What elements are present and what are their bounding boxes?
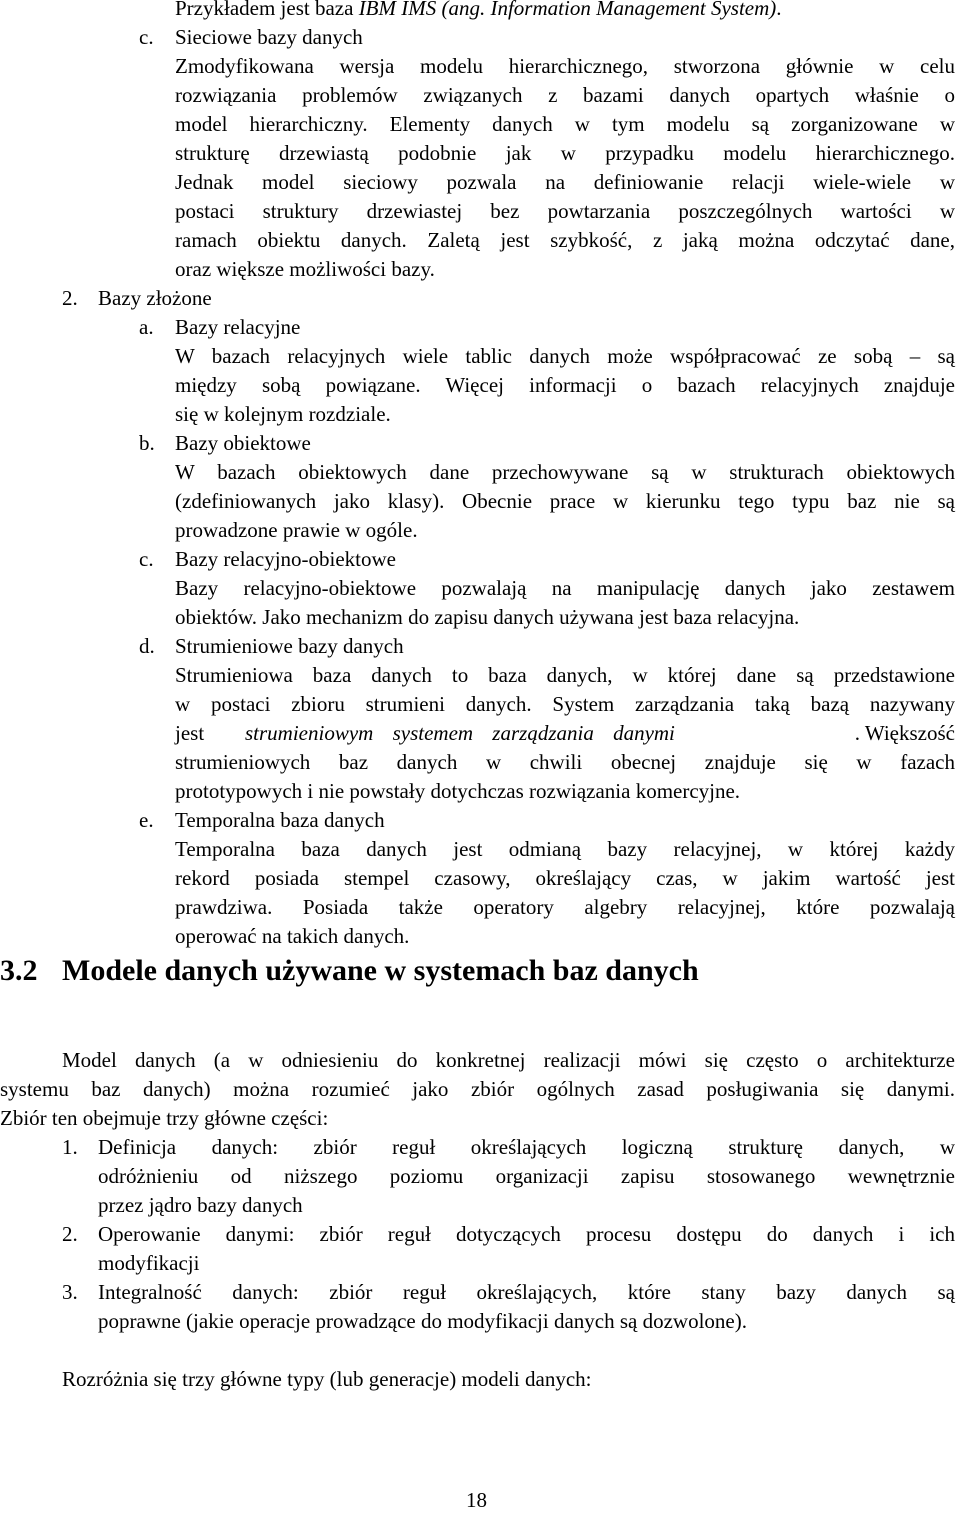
item-title: Bazy relacyjne bbox=[175, 315, 301, 339]
paragraph-line: Temporalna baza danych jest odmianą bazy relacyjnej, w której każdy bbox=[175, 837, 955, 861]
paragraph-line: rozwiązania problemów związanych z bazami danych opartych właśnie o bbox=[175, 83, 955, 107]
item-title: Sieciowe bazy danych bbox=[175, 25, 363, 49]
paragraph-line: Bazy relacyjno-obiektowe pozwalają na manipulację danych jako zestawem bbox=[175, 576, 955, 600]
paragraph-line: operować na takich danych. bbox=[175, 924, 410, 948]
paragraph-line: oraz większe możliwości bazy. bbox=[175, 257, 435, 281]
paragraph-line: się w kolejnym rozdziale. bbox=[175, 402, 391, 426]
section-number: 3.2 bbox=[0, 954, 38, 987]
paragraph-line: obiektów. Jako mechanizm do zapisu danych używana jest baza relacyjna. bbox=[175, 605, 800, 629]
list-marker: 3. bbox=[62, 1280, 78, 1304]
item-title: Bazy obiektowe bbox=[175, 431, 311, 455]
paragraph-line: prototypowych i nie powstały dotychczas rozwiązania komercyjne. bbox=[175, 779, 741, 803]
item-title: Bazy relacyjno-obiektowe bbox=[175, 547, 396, 571]
paragraph-line: prawdziwa. Posiada także operatory algebry relacyjnej, które pozwalają bbox=[175, 895, 955, 919]
paragraph-line: strumieniowych baz danych w chwili obecnej znajduje się w fazach bbox=[175, 750, 955, 774]
list-marker: c. bbox=[139, 25, 154, 49]
paragraph-line: strukturę drzewiastą podobnie jak w przypadku modelu hierarchicznego. bbox=[175, 141, 955, 165]
paragraph-line: model hierarchiczny. Elementy danych w tym modelu są zorganizowane w bbox=[175, 112, 955, 136]
list-marker: 2. bbox=[62, 1222, 78, 1246]
paragraph-line: Integralność danych: zbiór reguł określających, które stany bazy danych są bbox=[98, 1280, 955, 1304]
paragraph-line: odróżnieniu od niższego poziomu organizacji zapisu stosowanego wewnętrznie bbox=[98, 1164, 955, 1188]
paragraph-line: przez jądro bazy danych bbox=[98, 1193, 303, 1217]
paragraph-line: ramach obiektu danych. Zaletą jest szybkość, z jaką można odczytać dane, bbox=[175, 228, 955, 252]
list-marker: d. bbox=[139, 634, 155, 658]
paragraph-line: Zmodyfikowana wersja modelu hierarchicznego, stworzona głównie w celu bbox=[175, 54, 955, 78]
paragraph-line: Model danych (a w odniesieniu do konkretnej realizacji mówi się często o architekturze bbox=[62, 1048, 955, 1072]
text-fragment: Przykładem jest baza bbox=[175, 0, 359, 20]
paragraph-line: Operowanie danymi: zbiór reguł dotyczących procesu dostępu do danych i ich bbox=[98, 1222, 955, 1246]
paragraph-line: postaci struktury drzewiastej bez powtarzania poszczególnych wartości w bbox=[175, 199, 955, 223]
paragraph-line: Zbiór ten obejmuje trzy główne części: bbox=[0, 1106, 329, 1130]
italic-fragment: strumieniowym systemem zarządzania danymi bbox=[245, 721, 675, 745]
paragraph-line: Strumieniowa baza danych to baza danych, w której dane są przedstawione bbox=[175, 663, 955, 687]
paragraph-line: w postaci zbioru strumieni danych. System zarządzania taką bazą nazywany bbox=[175, 692, 955, 716]
list-marker: c. bbox=[139, 547, 154, 571]
paragraph-line: między sobą powiązane. Więcej informacji o bazach relacyjnych znajduje bbox=[175, 373, 955, 397]
paragraph-line: (zdefiniowanych jako klasy). Obecnie prace w kierunku tego typu baz nie są bbox=[175, 489, 955, 513]
paragraph-line: Jednak model sieciowy pozwala na definiowanie relacji wiele-wiele w bbox=[175, 170, 955, 194]
paragraph-line: W bazach obiektowych dane przechowywane są w strukturach obiektowych bbox=[175, 460, 955, 484]
list-marker: b. bbox=[139, 431, 155, 455]
paragraph-line: poprawne (jakie operacje prowadzące do modyfikacji danych są dozwolone). bbox=[98, 1309, 747, 1333]
paragraph-line: W bazach relacyjnych wiele tablic danych może współpracować ze sobą – są bbox=[175, 344, 955, 368]
paragraph-line: rekord posiada stempel czasowy, określający czas, w jakim wartość jest bbox=[175, 866, 955, 890]
section-title: Modele danych używane w systemach baz danych bbox=[62, 954, 699, 987]
list-marker: e. bbox=[139, 808, 154, 832]
text-fragment: . Większość bbox=[854, 721, 955, 745]
page-number: 18 bbox=[466, 1488, 487, 1512]
list-marker: 1. bbox=[62, 1135, 78, 1159]
text-fragment: jest bbox=[175, 721, 205, 745]
text-fragment: . bbox=[776, 0, 782, 20]
paragraph-line: Rozróżnia się trzy główne typy (lub generacje) modeli danych: bbox=[62, 1367, 592, 1391]
intro-example-line bbox=[175, 0, 782, 23]
list-marker: 2. bbox=[62, 286, 78, 310]
paragraph-line: Definicja danych: zbiór reguł określających logiczną strukturę danych, w bbox=[98, 1135, 955, 1159]
item-title: Strumieniowe bazy danych bbox=[175, 634, 404, 658]
paragraph-line: modyfikacji bbox=[98, 1251, 200, 1275]
paragraph-line: systemu baz danych) można rozumieć jako zbiór ogólnych zasad posługiwania się danymi. bbox=[0, 1077, 955, 1101]
item-title: Bazy złożone bbox=[98, 286, 212, 310]
list-marker: a. bbox=[139, 315, 154, 339]
item-title: Temporalna baza danych bbox=[175, 808, 385, 832]
italic-fragment: IBM IMS (ang. Information Management System) bbox=[358, 0, 777, 20]
paragraph-line: prowadzone prawie w ogóle. bbox=[175, 518, 418, 542]
